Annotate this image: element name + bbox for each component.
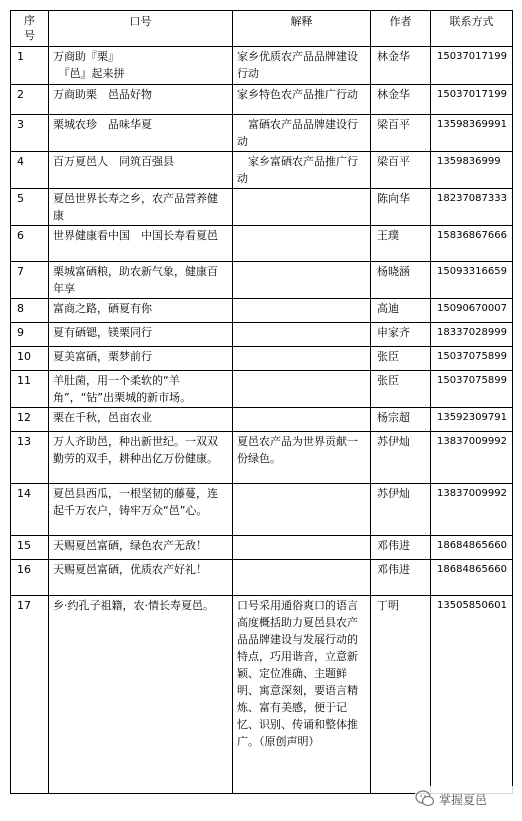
row-number: 5 bbox=[11, 189, 49, 226]
author-cell: 苏伊灿 bbox=[371, 432, 431, 484]
author-cell: 张臣 bbox=[371, 371, 431, 408]
author-cell: 丁明 bbox=[371, 596, 431, 794]
author-cell: 高迪 bbox=[371, 299, 431, 323]
row-number: 13 bbox=[11, 432, 49, 484]
author-cell: 林金华 bbox=[371, 85, 431, 115]
slogan-cell: 天赐夏邑富硒，优质农产好礼！ bbox=[49, 560, 233, 596]
author-cell: 陈向华 bbox=[371, 189, 431, 226]
slogan-cell: 百万夏邑人 同筑百强县 bbox=[49, 152, 233, 189]
row-number: 9 bbox=[11, 323, 49, 347]
table-row bbox=[11, 536, 513, 560]
author-cell: 梁百平 bbox=[371, 152, 431, 189]
explain-cell bbox=[233, 323, 371, 347]
row-number: 7 bbox=[11, 262, 49, 299]
author-cell: 申家齐 bbox=[371, 323, 431, 347]
row-number: 16 bbox=[11, 560, 49, 596]
table-row bbox=[11, 262, 513, 299]
contact-cell: 13837009992 bbox=[431, 432, 513, 484]
contact-cell: 15037075899 bbox=[431, 347, 513, 371]
watermark bbox=[415, 786, 519, 812]
explain-cell bbox=[233, 299, 371, 323]
explain-cell: 家乡富硒农产品推广行动 bbox=[233, 152, 371, 189]
row-number: 3 bbox=[11, 115, 49, 152]
table-row bbox=[11, 371, 513, 408]
row-number: 8 bbox=[11, 299, 49, 323]
contact-cell: 15037017199 bbox=[431, 47, 513, 85]
header-explain: 解释 bbox=[233, 11, 371, 47]
table-row bbox=[11, 484, 513, 536]
contact-cell: 15090670007 bbox=[431, 299, 513, 323]
contact-cell: 18337028999 bbox=[431, 323, 513, 347]
explain-cell bbox=[233, 347, 371, 371]
slogan-cell: 栗在千秋，邑亩农业 bbox=[49, 408, 233, 432]
explain-cell bbox=[233, 371, 371, 408]
header-row bbox=[11, 11, 513, 47]
contact-cell: 1359836999 bbox=[431, 152, 513, 189]
slogan-cell: 夏邑县西瓜，一根坚韧的藤蔓，连起千万农户，铸牢万众“邑”心。 bbox=[49, 484, 233, 536]
contact-cell: 18237087333 bbox=[431, 189, 513, 226]
watermark-text: 掌握夏邑 bbox=[439, 792, 488, 807]
slogan-cell: 富商之路，硒夏有你 bbox=[49, 299, 233, 323]
table-row bbox=[11, 432, 513, 484]
table-row bbox=[11, 596, 513, 794]
text-cursor bbox=[512, 85, 513, 99]
row-number: 2 bbox=[11, 85, 49, 115]
explain-cell bbox=[233, 262, 371, 299]
contact-cell: 13837009992 bbox=[431, 484, 513, 536]
author-cell: 邓伟进 bbox=[371, 560, 431, 596]
explain-cell bbox=[233, 226, 371, 262]
row-number: 1 bbox=[11, 47, 49, 85]
wechat-logo-icon bbox=[415, 789, 435, 809]
explain-cell bbox=[233, 484, 371, 536]
contact-cell: 13592309791 bbox=[431, 408, 513, 432]
slogan-cell: 世界健康看中国 中国长寿看夏邑 bbox=[49, 226, 233, 262]
explain-cell bbox=[233, 560, 371, 596]
header-slogan: 口号 bbox=[49, 11, 233, 47]
contact-cell: 13505850601 bbox=[431, 596, 513, 794]
header-author: 作者 bbox=[371, 11, 431, 47]
contact-cell: 13598369991 bbox=[431, 115, 513, 152]
row-number: 15 bbox=[11, 536, 49, 560]
table-row bbox=[11, 85, 513, 115]
slogan-cell: 栗城富硒粮，助农新气象，健康百年享 bbox=[49, 262, 233, 299]
table-row bbox=[11, 347, 513, 371]
row-number: 4 bbox=[11, 152, 49, 189]
slogan-cell: 夏邑世界长寿之乡，农产品营养健康 bbox=[49, 189, 233, 226]
contact-cell: 18684865660 bbox=[431, 536, 513, 560]
author-cell: 苏伊灿 bbox=[371, 484, 431, 536]
slogan-cell: 天赐夏邑富硒，绿色农产无敌！ bbox=[49, 536, 233, 560]
slogan-cell: 夏有硒锶，镁栗同行 bbox=[49, 323, 233, 347]
explain-cell: 口号采用通俗爽口的语言高度概括助力夏邑县农产品品牌建设与发展行动的特点，巧用谐音，立意新颖、定位准确、主题鲜明、寓意深刻，要语言精炼、富有美感，便于记忆、识别、传诵和整体推广。（原创声明） bbox=[233, 596, 371, 794]
explain-cell bbox=[233, 189, 371, 226]
contact-cell: 18684865660 bbox=[431, 560, 513, 596]
row-number: 17 bbox=[11, 596, 49, 794]
table-row bbox=[11, 299, 513, 323]
explain-cell: 夏邑农产品为世界贡献一份绿色。 bbox=[233, 432, 371, 484]
table-row bbox=[11, 323, 513, 347]
contact-cell: 15037075899 bbox=[431, 371, 513, 408]
author-cell: 杨晓涵 bbox=[371, 262, 431, 299]
explain-cell: 富硒农产品品牌建设行动 bbox=[233, 115, 371, 152]
contact-cell: 15037017199 bbox=[431, 85, 513, 115]
row-number: 10 bbox=[11, 347, 49, 371]
explain-cell: 家乡特色农产品推广行动 bbox=[233, 85, 371, 115]
table-row bbox=[11, 47, 513, 85]
table-row bbox=[11, 152, 513, 189]
author-cell: 梁百平 bbox=[371, 115, 431, 152]
contact-cell: 15836867666 bbox=[431, 226, 513, 262]
author-cell: 王璞 bbox=[371, 226, 431, 262]
table-row bbox=[11, 226, 513, 262]
author-cell: 杨宗超 bbox=[371, 408, 431, 432]
contact-cell: 15093316659 bbox=[431, 262, 513, 299]
slogan-cell: 万商助栗 邑品好物 bbox=[49, 85, 233, 115]
row-number: 11 bbox=[11, 371, 49, 408]
header-no: 序号 bbox=[11, 11, 49, 47]
slogan-cell: 夏美富硒，栗梦前行 bbox=[49, 347, 233, 371]
table-row bbox=[11, 189, 513, 226]
table-row bbox=[11, 115, 513, 152]
header-contact: 联系方式 bbox=[431, 11, 513, 47]
author-cell: 邓伟进 bbox=[371, 536, 431, 560]
slogan-cell: 乡·约孔子祖籍，农·情长寿夏邑。 bbox=[49, 596, 233, 794]
slogan-cell: 栗城农珍 品味华夏 bbox=[49, 115, 233, 152]
table-row bbox=[11, 408, 513, 432]
explain-cell bbox=[233, 536, 371, 560]
row-number: 12 bbox=[11, 408, 49, 432]
slogan-cell: 羊肚菌，用一个柔软的“羊角”，“钻”出栗城的新市场。 bbox=[49, 371, 233, 408]
author-cell: 林金华 bbox=[371, 47, 431, 85]
slogan-cell: 万人齐助邑，种出新世纪。一双双勤劳的双手，耕种出亿万份健康。 bbox=[49, 432, 233, 484]
explain-cell bbox=[233, 408, 371, 432]
slogan-table bbox=[10, 10, 513, 794]
slogan-cell: 万商助『栗』 『邑』起来拼 bbox=[49, 47, 233, 85]
row-number: 6 bbox=[11, 226, 49, 262]
explain-cell: 家乡优质农产品品牌建设行动 bbox=[233, 47, 371, 85]
row-number: 14 bbox=[11, 484, 49, 536]
table-row bbox=[11, 560, 513, 596]
author-cell: 张臣 bbox=[371, 347, 431, 371]
